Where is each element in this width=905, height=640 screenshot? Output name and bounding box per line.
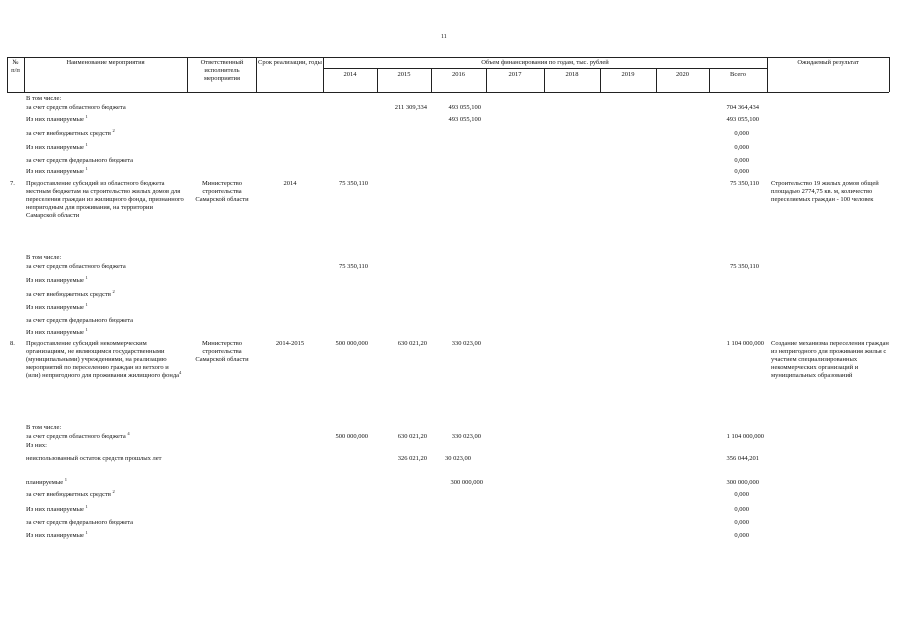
table-cell-2016: 330 023,00 <box>451 433 481 440</box>
header-financing: Объем финансирования по годам, тыс. рублей <box>481 59 609 66</box>
table-cell-2015: 326 021,20 <box>397 455 427 462</box>
item8-executor: Министерство строительства Самарской области <box>195 340 249 363</box>
table-row-label: Из них планируемые $^1$ <box>26 301 88 311</box>
table-row-label: за счет средств федерального бюджета <box>26 317 134 324</box>
table-cell-total: 0,000 <box>734 130 749 137</box>
table-row-label: Из них планируемые $^1$ <box>26 165 88 175</box>
header-year-2016: 2016 <box>452 71 465 78</box>
table-row-label: за счет внебюджетных средств $^2$ <box>26 488 115 498</box>
item8-2014: 500 000,000 <box>335 340 368 347</box>
table-cell-total: 1 104 000,000 <box>726 433 764 440</box>
table-cell-total: 0,000 <box>734 532 749 539</box>
table-row-label: Из них планируемые $^1$ <box>26 113 88 123</box>
item8-v-tom-chisle: В том числе: <box>26 424 62 431</box>
item8-number: 8. <box>10 340 15 347</box>
item7-2014: 75 350,110 <box>338 180 368 187</box>
item7-total: 75 350,110 <box>729 180 759 187</box>
table-cell-total: 0,000 <box>734 491 749 498</box>
table-row-label: Из них планируемые $^1$ <box>26 274 88 284</box>
item8-total: 1 104 000,000 <box>726 340 764 347</box>
table-cell-total: 356 044,201 <box>726 455 759 462</box>
table-cell-2016: 300 000,000 <box>450 479 483 486</box>
header-total: Всего <box>730 71 746 78</box>
table-row-label: за счет внебюджетных средств $^2$ <box>26 127 115 137</box>
table-cell-total: 300 000,000 <box>726 479 759 486</box>
table-top-border <box>7 57 889 58</box>
financing-subheader-line <box>323 68 767 69</box>
table-row-label: за счет средств областного бюджета <box>26 104 126 111</box>
table-row-label: планируемые $^1$ <box>26 476 68 486</box>
table-row-label: неиспользованный остаток средств прошлых лет <box>26 455 162 462</box>
table-cell-total: 493 055,100 <box>726 116 759 123</box>
header-year-2018: 2018 <box>565 71 579 78</box>
table-cell-2016: 493 055,100 <box>448 116 481 123</box>
header-executor: Ответственный исполнитель мероприятия <box>200 59 244 82</box>
item8-result: Создание механизма переселения граждан из непригодного для проживания жилья с участием специализированных некоммерческих организаций и муниципальных образований <box>771 340 889 379</box>
table-row-label: за счет средств федерального бюджета <box>26 157 134 164</box>
item7-name: Предоставление субсидий из областного бюджета местным бюджетам на строительство жилых домов для переселения граждан из жилищного фонда, признанного непригодным для проживания, на территории Самарской области <box>26 180 184 219</box>
table-cell-2016: 30 023,00 <box>445 455 471 462</box>
table-cell-2014: 75 350,110 <box>338 263 368 270</box>
table-row-label: Из них планируемые $^1$ <box>26 503 88 513</box>
item8-2015: 630 021,20 <box>397 340 427 347</box>
table-cell-total: 0,000 <box>734 144 749 151</box>
header-result: Ожидаемый результат <box>797 59 859 66</box>
header-no: № п/п <box>11 59 20 74</box>
header-period: Срок реализации, годы <box>258 59 322 66</box>
table-cell-total: 0,000 <box>734 157 749 164</box>
table-cell-total: 0,000 <box>734 519 749 526</box>
block1-v-tom-chisle: В том числе: <box>26 95 62 102</box>
table-row-label: за счет средств федерального бюджета <box>26 519 134 526</box>
table-cell-2015: 211 309,334 <box>394 104 427 111</box>
header-bottom-border <box>7 92 889 93</box>
header-year-2015: 2015 <box>397 71 411 78</box>
header-name: Наименование мероприятия <box>66 59 145 66</box>
item7-period: 2014 <box>283 180 297 187</box>
item8-2016: 330 023,00 <box>451 340 481 347</box>
header-year-2017: 2017 <box>508 71 522 78</box>
table-row-label: Из них планируемые $^1$ <box>26 529 88 539</box>
table-cell-total: 75 350,110 <box>729 263 759 270</box>
item8-period: 2014-2015 <box>275 340 305 347</box>
table-cell-total: 704 364,434 <box>726 104 759 111</box>
table-row-label: за счет средств областного бюджета <box>26 263 126 270</box>
table-row-label: за счет средств областного бюджета $^4$ <box>26 430 130 440</box>
item8-name: Предоставление субсидий некоммерческим организациям, не являющимся государственными (муниципальными) учреждениями, на реализацию мероприятий по переселению граждан из ветхого и (или) непригодного для проживания жилищного фонда$^4$ <box>26 340 182 379</box>
table-cell-2015: 630 021,20 <box>397 433 427 440</box>
table-row-label: Из них планируемые $^1$ <box>26 326 88 336</box>
item7-number: 7. <box>10 180 15 187</box>
item7-executor: Министерство строительства Самарской области <box>195 180 249 203</box>
item7-result: Строительство 19 жилых домов общей площадью 2774,75 кв. м, количество переселяемых граждан - 100 человек <box>771 180 879 203</box>
table-cell-total: 0,000 <box>734 506 749 513</box>
header-year-2020: 2020 <box>676 71 689 78</box>
table-row-label: за счет внебюджетных средств $^2$ <box>26 288 115 298</box>
table-cell-2014: 500 000,000 <box>335 433 368 440</box>
table-row-label: Из них: <box>26 442 47 449</box>
page-number: 11 <box>441 34 447 40</box>
table-cell-2016: 493 055,100 <box>448 104 481 111</box>
col-border <box>889 57 890 92</box>
item7-v-tom-chisle: В том числе: <box>26 254 62 261</box>
header-year-2019: 2019 <box>621 71 635 78</box>
header-year-2014: 2014 <box>343 71 357 78</box>
table-row-label: Из них планируемые $^1$ <box>26 141 88 151</box>
table-cell-total: 0,000 <box>734 168 749 175</box>
